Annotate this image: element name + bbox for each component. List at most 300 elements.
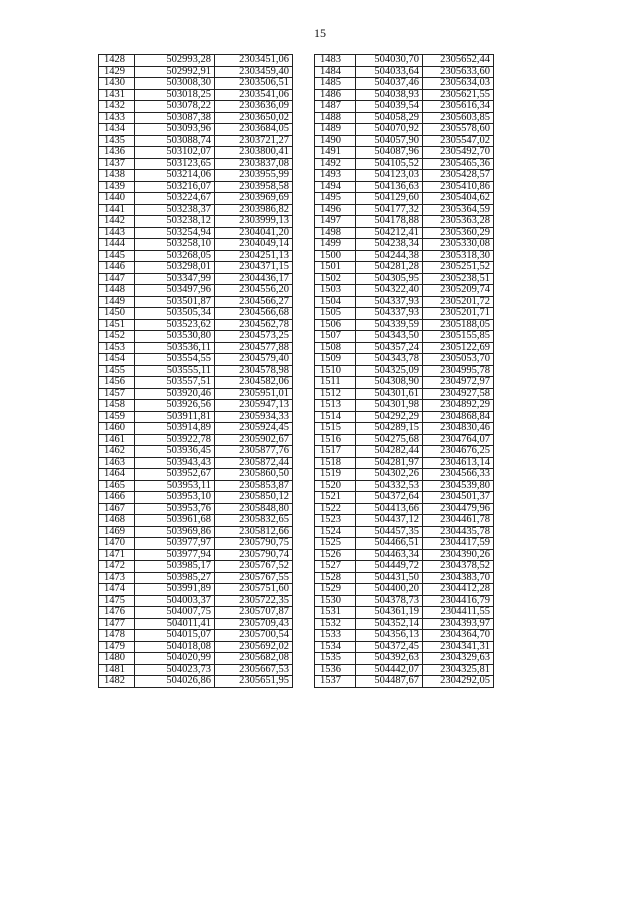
x-coordinate: 503214,06 xyxy=(135,170,215,182)
point-number: 1449 xyxy=(99,296,135,308)
table-row xyxy=(315,296,494,308)
table-row xyxy=(315,227,494,239)
point-number: 1519 xyxy=(315,469,356,481)
y-coordinate: 2305578,60 xyxy=(423,124,494,136)
y-coordinate: 2304461,78 xyxy=(423,515,494,527)
x-coordinate: 503985,17 xyxy=(135,561,215,573)
table-row xyxy=(99,446,293,458)
table-row xyxy=(99,193,293,205)
x-coordinate: 504026,86 xyxy=(135,676,215,688)
table-row xyxy=(99,273,293,285)
x-coordinate: 504352,14 xyxy=(356,618,423,630)
x-coordinate: 504392,63 xyxy=(356,653,423,665)
y-coordinate: 2305251,52 xyxy=(423,262,494,274)
x-coordinate: 504431,50 xyxy=(356,572,423,584)
point-number: 1513 xyxy=(315,400,356,412)
table-row xyxy=(99,365,293,377)
y-coordinate: 2305633,60 xyxy=(423,66,494,78)
table-row xyxy=(315,66,494,78)
x-coordinate: 503018,25 xyxy=(135,89,215,101)
point-number: 1500 xyxy=(315,250,356,262)
y-coordinate: 2305767,52 xyxy=(215,561,293,573)
y-coordinate: 2305201,71 xyxy=(423,308,494,320)
x-coordinate: 503961,68 xyxy=(135,515,215,527)
point-number: 1457 xyxy=(99,388,135,400)
y-coordinate: 2304539,80 xyxy=(423,480,494,492)
y-coordinate: 2305751,60 xyxy=(215,584,293,596)
x-coordinate: 504361,19 xyxy=(356,607,423,619)
x-coordinate: 504378,73 xyxy=(356,595,423,607)
y-coordinate: 2304383,70 xyxy=(423,572,494,584)
y-coordinate: 2304582,06 xyxy=(215,377,293,389)
point-number: 1531 xyxy=(315,607,356,619)
y-coordinate: 2305722,35 xyxy=(215,595,293,607)
point-number: 1511 xyxy=(315,377,356,389)
x-coordinate: 504178,88 xyxy=(356,216,423,228)
x-coordinate: 504400,20 xyxy=(356,584,423,596)
y-coordinate: 2304329,63 xyxy=(423,653,494,665)
x-coordinate: 504123,03 xyxy=(356,170,423,182)
table-row xyxy=(99,676,293,688)
x-coordinate: 504339,59 xyxy=(356,319,423,331)
y-coordinate: 2304566,27 xyxy=(215,296,293,308)
y-coordinate: 2305951,01 xyxy=(215,388,293,400)
point-number: 1497 xyxy=(315,216,356,228)
y-coordinate: 2305053,70 xyxy=(423,354,494,366)
point-number: 1510 xyxy=(315,365,356,377)
x-coordinate: 503258,10 xyxy=(135,239,215,251)
table-row xyxy=(99,112,293,124)
table-row xyxy=(315,158,494,170)
y-coordinate: 2304479,96 xyxy=(423,503,494,515)
x-coordinate: 503087,38 xyxy=(135,112,215,124)
y-coordinate: 2305860,50 xyxy=(215,469,293,481)
y-coordinate: 2305465,36 xyxy=(423,158,494,170)
x-coordinate: 504372,64 xyxy=(356,492,423,504)
y-coordinate: 2304325,81 xyxy=(423,664,494,676)
point-number: 1447 xyxy=(99,273,135,285)
x-coordinate: 503953,76 xyxy=(135,503,215,515)
y-coordinate: 2304579,40 xyxy=(215,354,293,366)
y-coordinate: 2304041,20 xyxy=(215,227,293,239)
y-coordinate: 2304573,25 xyxy=(215,331,293,343)
x-coordinate: 504457,35 xyxy=(356,526,423,538)
table-row xyxy=(99,377,293,389)
point-number: 1431 xyxy=(99,89,135,101)
point-number: 1520 xyxy=(315,480,356,492)
point-number: 1480 xyxy=(99,653,135,665)
point-number: 1505 xyxy=(315,308,356,320)
y-coordinate: 2305682,08 xyxy=(215,653,293,665)
point-number: 1499 xyxy=(315,239,356,251)
table-row xyxy=(315,653,494,665)
point-number: 1489 xyxy=(315,124,356,136)
table-row xyxy=(315,584,494,596)
x-coordinate: 504442,07 xyxy=(356,664,423,676)
y-coordinate: 2305812,66 xyxy=(215,526,293,538)
table-row xyxy=(99,503,293,515)
table-row xyxy=(315,618,494,630)
y-coordinate: 2305709,43 xyxy=(215,618,293,630)
y-coordinate: 2303541,06 xyxy=(215,89,293,101)
point-number: 1535 xyxy=(315,653,356,665)
point-number: 1486 xyxy=(315,89,356,101)
table-row xyxy=(315,78,494,90)
point-number: 1440 xyxy=(99,193,135,205)
x-coordinate: 503926,56 xyxy=(135,400,215,412)
x-coordinate: 503123,65 xyxy=(135,158,215,170)
coordinates-table-left xyxy=(98,54,293,688)
x-coordinate: 504039,54 xyxy=(356,101,423,113)
x-coordinate: 504466,51 xyxy=(356,538,423,550)
table-row xyxy=(315,181,494,193)
point-number: 1523 xyxy=(315,515,356,527)
point-number: 1495 xyxy=(315,193,356,205)
table-row xyxy=(315,273,494,285)
y-coordinate: 2304764,07 xyxy=(423,434,494,446)
table-row xyxy=(99,492,293,504)
table-row xyxy=(315,204,494,216)
point-number: 1533 xyxy=(315,630,356,642)
table-row xyxy=(315,250,494,262)
table-row xyxy=(315,55,494,67)
table-row xyxy=(315,285,494,297)
y-coordinate: 2304411,55 xyxy=(423,607,494,619)
table-row xyxy=(99,66,293,78)
x-coordinate: 504281,28 xyxy=(356,262,423,274)
y-coordinate: 2305547,02 xyxy=(423,135,494,147)
x-coordinate: 504212,41 xyxy=(356,227,423,239)
table-row xyxy=(99,354,293,366)
y-coordinate: 2304562,78 xyxy=(215,319,293,331)
point-number: 1529 xyxy=(315,584,356,596)
table-row xyxy=(99,388,293,400)
point-number: 1450 xyxy=(99,308,135,320)
point-number: 1483 xyxy=(315,55,356,67)
table-row xyxy=(315,216,494,228)
x-coordinate: 503216,07 xyxy=(135,181,215,193)
point-number: 1496 xyxy=(315,204,356,216)
point-number: 1444 xyxy=(99,239,135,251)
x-coordinate: 503497,96 xyxy=(135,285,215,297)
point-number: 1493 xyxy=(315,170,356,182)
x-coordinate: 503985,27 xyxy=(135,572,215,584)
point-number: 1503 xyxy=(315,285,356,297)
point-number: 1446 xyxy=(99,262,135,274)
point-number: 1479 xyxy=(99,641,135,653)
x-coordinate: 503969,86 xyxy=(135,526,215,538)
table-row xyxy=(315,538,494,550)
table-row xyxy=(315,572,494,584)
point-number: 1516 xyxy=(315,434,356,446)
x-coordinate: 504282,44 xyxy=(356,446,423,458)
x-coordinate: 503911,81 xyxy=(135,411,215,423)
point-number: 1526 xyxy=(315,549,356,561)
x-coordinate: 502992,91 xyxy=(135,66,215,78)
point-number: 1481 xyxy=(99,664,135,676)
point-number: 1482 xyxy=(99,676,135,688)
point-number: 1536 xyxy=(315,664,356,676)
y-coordinate: 2305318,30 xyxy=(423,250,494,262)
table-row xyxy=(99,630,293,642)
table-row xyxy=(315,676,494,688)
table-row xyxy=(99,572,293,584)
x-coordinate: 503102,07 xyxy=(135,147,215,159)
point-number: 1461 xyxy=(99,434,135,446)
y-coordinate: 2303721,27 xyxy=(215,135,293,147)
y-coordinate: 2305707,87 xyxy=(215,607,293,619)
table-row xyxy=(99,457,293,469)
x-coordinate: 504302,26 xyxy=(356,469,423,481)
point-number: 1521 xyxy=(315,492,356,504)
table-row xyxy=(99,423,293,435)
point-number: 1464 xyxy=(99,469,135,481)
table-row xyxy=(99,469,293,481)
table-row xyxy=(99,181,293,193)
y-coordinate: 2303800,41 xyxy=(215,147,293,159)
x-coordinate: 504343,50 xyxy=(356,331,423,343)
table-row xyxy=(315,262,494,274)
x-coordinate: 504018,08 xyxy=(135,641,215,653)
x-coordinate: 503224,67 xyxy=(135,193,215,205)
y-coordinate: 2304892,29 xyxy=(423,400,494,412)
point-number: 1455 xyxy=(99,365,135,377)
x-coordinate: 503557,51 xyxy=(135,377,215,389)
table-row xyxy=(315,503,494,515)
y-coordinate: 2303459,40 xyxy=(215,66,293,78)
x-coordinate: 504007,75 xyxy=(135,607,215,619)
x-coordinate: 503501,87 xyxy=(135,296,215,308)
y-coordinate: 2305492,70 xyxy=(423,147,494,159)
table-row xyxy=(99,641,293,653)
y-coordinate: 2305853,87 xyxy=(215,480,293,492)
table-row xyxy=(315,423,494,435)
y-coordinate: 2305902,67 xyxy=(215,434,293,446)
y-coordinate: 2305850,12 xyxy=(215,492,293,504)
x-coordinate: 504070,92 xyxy=(356,124,423,136)
y-coordinate: 2304613,14 xyxy=(423,457,494,469)
table-row xyxy=(99,55,293,67)
x-coordinate: 503088,74 xyxy=(135,135,215,147)
table-row xyxy=(99,549,293,561)
x-coordinate: 504023,73 xyxy=(135,664,215,676)
y-coordinate: 2305360,29 xyxy=(423,227,494,239)
table-row xyxy=(315,342,494,354)
table-row xyxy=(99,618,293,630)
y-coordinate: 2305616,34 xyxy=(423,101,494,113)
point-number: 1474 xyxy=(99,584,135,596)
table-row xyxy=(315,457,494,469)
x-coordinate: 504238,34 xyxy=(356,239,423,251)
x-coordinate: 504357,24 xyxy=(356,342,423,354)
y-coordinate: 2303958,58 xyxy=(215,181,293,193)
x-coordinate: 503298,01 xyxy=(135,262,215,274)
y-coordinate: 2305924,45 xyxy=(215,423,293,435)
table-row xyxy=(99,331,293,343)
point-number: 1453 xyxy=(99,342,135,354)
y-coordinate: 2304868,84 xyxy=(423,411,494,423)
point-number: 1441 xyxy=(99,204,135,216)
y-coordinate: 2304412,28 xyxy=(423,584,494,596)
y-coordinate: 2305330,08 xyxy=(423,239,494,251)
x-coordinate: 503920,46 xyxy=(135,388,215,400)
point-number: 1527 xyxy=(315,561,356,573)
x-coordinate: 503953,10 xyxy=(135,492,215,504)
table-row xyxy=(99,147,293,159)
x-coordinate: 504322,40 xyxy=(356,285,423,297)
table-row xyxy=(315,377,494,389)
table-row xyxy=(99,480,293,492)
point-number: 1478 xyxy=(99,630,135,642)
x-coordinate: 504087,96 xyxy=(356,147,423,159)
point-number: 1469 xyxy=(99,526,135,538)
table-row xyxy=(315,630,494,642)
x-coordinate: 503977,94 xyxy=(135,549,215,561)
table-row xyxy=(99,296,293,308)
point-number: 1512 xyxy=(315,388,356,400)
point-number: 1476 xyxy=(99,607,135,619)
y-coordinate: 2304292,05 xyxy=(423,676,494,688)
x-coordinate: 504003,37 xyxy=(135,595,215,607)
y-coordinate: 2304995,78 xyxy=(423,365,494,377)
point-number: 1508 xyxy=(315,342,356,354)
y-coordinate: 2304416,79 xyxy=(423,595,494,607)
x-coordinate: 504275,68 xyxy=(356,434,423,446)
point-number: 1501 xyxy=(315,262,356,274)
y-coordinate: 2304436,17 xyxy=(215,273,293,285)
y-coordinate: 2305364,59 xyxy=(423,204,494,216)
point-number: 1470 xyxy=(99,538,135,550)
x-coordinate: 502993,28 xyxy=(135,55,215,67)
x-coordinate: 503505,34 xyxy=(135,308,215,320)
y-coordinate: 2303986,82 xyxy=(215,204,293,216)
point-number: 1494 xyxy=(315,181,356,193)
x-coordinate: 503530,80 xyxy=(135,331,215,343)
x-coordinate: 504177,32 xyxy=(356,204,423,216)
x-coordinate: 504105,52 xyxy=(356,158,423,170)
table-row xyxy=(315,595,494,607)
x-coordinate: 504289,15 xyxy=(356,423,423,435)
table-row xyxy=(99,664,293,676)
point-number: 1532 xyxy=(315,618,356,630)
y-coordinate: 2305651,95 xyxy=(215,676,293,688)
table-row xyxy=(315,89,494,101)
y-coordinate: 2304435,78 xyxy=(423,526,494,538)
table-row xyxy=(99,342,293,354)
point-number: 1438 xyxy=(99,170,135,182)
point-number: 1466 xyxy=(99,492,135,504)
table-row xyxy=(99,400,293,412)
table-row xyxy=(99,308,293,320)
y-coordinate: 2305201,72 xyxy=(423,296,494,308)
x-coordinate: 503238,12 xyxy=(135,216,215,228)
point-number: 1514 xyxy=(315,411,356,423)
x-coordinate: 504301,61 xyxy=(356,388,423,400)
x-coordinate: 503936,45 xyxy=(135,446,215,458)
table-row xyxy=(99,411,293,423)
y-coordinate: 2305209,74 xyxy=(423,285,494,297)
y-coordinate: 2305667,53 xyxy=(215,664,293,676)
point-number: 1460 xyxy=(99,423,135,435)
table-row xyxy=(99,101,293,113)
table-row xyxy=(315,124,494,136)
point-number: 1434 xyxy=(99,124,135,136)
table-row xyxy=(99,561,293,573)
x-coordinate: 504325,09 xyxy=(356,365,423,377)
y-coordinate: 2304390,26 xyxy=(423,549,494,561)
y-coordinate: 2303999,13 xyxy=(215,216,293,228)
y-coordinate: 2305934,33 xyxy=(215,411,293,423)
point-number: 1484 xyxy=(315,66,356,78)
point-number: 1530 xyxy=(315,595,356,607)
table-row xyxy=(315,239,494,251)
point-number: 1517 xyxy=(315,446,356,458)
y-coordinate: 2305238,51 xyxy=(423,273,494,285)
x-coordinate: 503078,22 xyxy=(135,101,215,113)
y-coordinate: 2304251,13 xyxy=(215,250,293,262)
y-coordinate: 2305155,85 xyxy=(423,331,494,343)
point-number: 1472 xyxy=(99,561,135,573)
x-coordinate: 503536,11 xyxy=(135,342,215,354)
x-coordinate: 503914,89 xyxy=(135,423,215,435)
x-coordinate: 503347,99 xyxy=(135,273,215,285)
x-coordinate: 504332,53 xyxy=(356,480,423,492)
point-number: 1473 xyxy=(99,572,135,584)
point-number: 1468 xyxy=(99,515,135,527)
point-number: 1465 xyxy=(99,480,135,492)
table-row xyxy=(99,262,293,274)
y-coordinate: 2303969,69 xyxy=(215,193,293,205)
table-row xyxy=(315,112,494,124)
table-row xyxy=(315,170,494,182)
y-coordinate: 2305404,62 xyxy=(423,193,494,205)
x-coordinate: 504015,07 xyxy=(135,630,215,642)
x-coordinate: 503008,30 xyxy=(135,78,215,90)
table-row xyxy=(99,124,293,136)
y-coordinate: 2304566,33 xyxy=(423,469,494,481)
x-coordinate: 503254,94 xyxy=(135,227,215,239)
table-row xyxy=(315,434,494,446)
x-coordinate: 503991,89 xyxy=(135,584,215,596)
x-coordinate: 504136,63 xyxy=(356,181,423,193)
table-row xyxy=(99,434,293,446)
y-coordinate: 2303837,08 xyxy=(215,158,293,170)
point-number: 1459 xyxy=(99,411,135,423)
y-coordinate: 2303684,05 xyxy=(215,124,293,136)
table-row xyxy=(315,319,494,331)
point-number: 1462 xyxy=(99,446,135,458)
table-row xyxy=(315,331,494,343)
x-coordinate: 503268,05 xyxy=(135,250,215,262)
x-coordinate: 504356,13 xyxy=(356,630,423,642)
table-row xyxy=(99,285,293,297)
table-row xyxy=(315,641,494,653)
point-number: 1507 xyxy=(315,331,356,343)
x-coordinate: 504037,46 xyxy=(356,78,423,90)
table-row xyxy=(99,158,293,170)
table-row xyxy=(99,250,293,262)
table-row xyxy=(99,135,293,147)
y-coordinate: 2304556,20 xyxy=(215,285,293,297)
table-row xyxy=(315,135,494,147)
table-row xyxy=(315,400,494,412)
y-coordinate: 2305767,55 xyxy=(215,572,293,584)
x-coordinate: 503953,11 xyxy=(135,480,215,492)
point-number: 1528 xyxy=(315,572,356,584)
table-row xyxy=(315,365,494,377)
y-coordinate: 2303955,99 xyxy=(215,170,293,182)
y-coordinate: 2305832,65 xyxy=(215,515,293,527)
